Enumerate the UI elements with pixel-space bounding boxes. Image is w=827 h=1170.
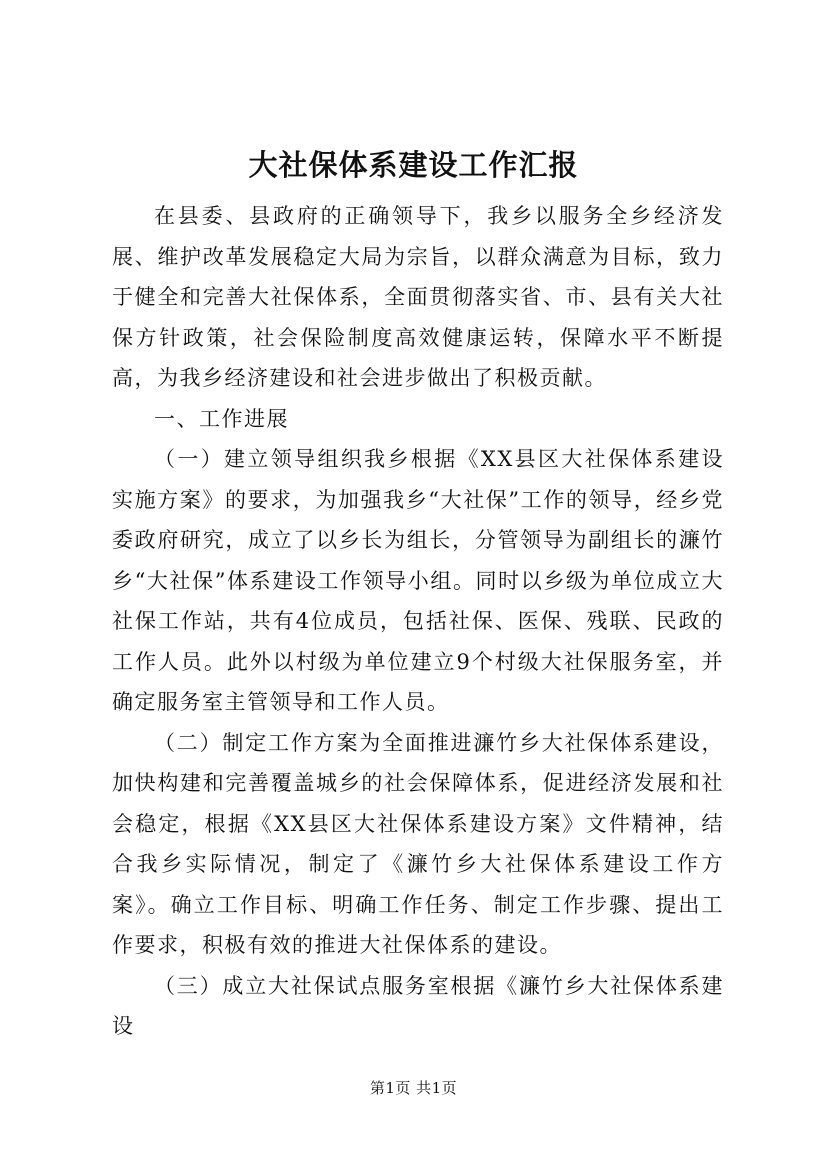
paragraph-intro: 在县委、县政府的正确领导下，我乡以服务全乡经济发展、维护改革发展稳定大局为宗旨，以群众满意为目标，致力于健全和完善大社保体系，全面贯彻落实省、市、县有关大社保方针政策，社会保险制度高效健康运转，保障水平不断提高，为我乡经济建设和社会进步做出了积极贡献。 [112,204,724,390]
paragraph-pilot-service-room: （三）成立大社保试点服务室根据《濂竹乡大社保体系建设 [112,973,724,1038]
paragraph-work-plan: （二）制定工作方案为全面推进濂竹乡大社保体系建设，加快构建和完善覆盖城乡的社会保障体系，促进经济发展和社会稳定，根据《XX县区大社保体系建设方案》文件精神，结合我乡实际情况，制定了《濂竹乡大社保体系建设工作方案》。确立工作目标、明确工作任务、制定工作步骤、提出工作要求，积极有效的推进大社保体系的建设。 [112,730,724,957]
document-body [112,196,724,1047]
paragraph-leadership-organization: （一）建立领导组织我乡根据《XX县区大社保体系建设实施方案》的要求，为加强我乡“大社保”工作的领导，经乡党委政府研究，成立了以乡长为组长，分管领导为副组长的濂竹乡“大社保”体系建设工作领导小组。同时以乡级为单位成立大社保工作站，共有4位成员，包括社保、医保、残联、民政的工作人员。此外以村级为单位建立9个村级大社保服务室，并确定服务室主管领导和工作人员。 [112,447,724,714]
document-title: 大社保体系建设工作汇报 [248,148,579,182]
page-footer: 第1页 共1页 [369,1079,458,1097]
section-heading-work-progress: 一、工作进展 [154,406,289,431]
